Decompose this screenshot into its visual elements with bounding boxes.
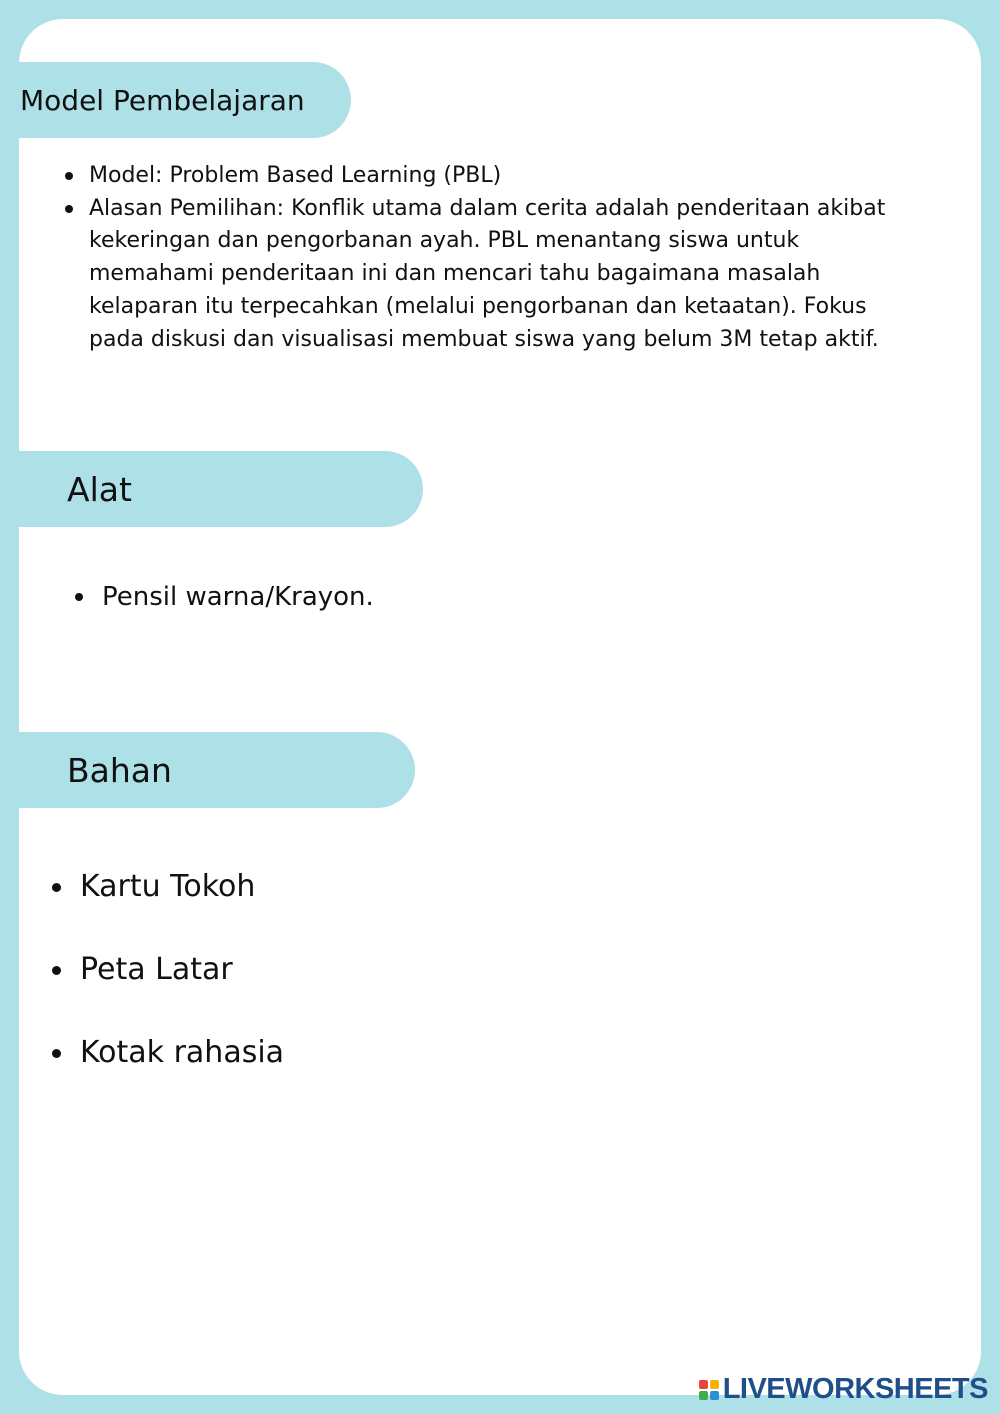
section-header-alat — [19, 451, 423, 527]
alat-list — [102, 579, 802, 615]
list-item: Kartu Tokoh — [80, 867, 780, 907]
section-title-model: Model Pembelajaran — [20, 83, 305, 117]
section-header-bahan — [19, 732, 415, 808]
list-item: Model: Problem Based Learning (PBL) — [89, 160, 889, 193]
logo-square-green — [699, 1391, 708, 1400]
list-item: Alasan Pemilihan: Konflik utama dalam cerita adalah penderitaan akibat kekeringan dan pengorbanan ayah. PBL menantang siswa untuk memahami penderitaan ini dan mencari tahu bagaimana masalah kelaparan itu terpecahkan (melalui pengorbanan dan ketaatan). Fokus pada diskusi dan visualisasi membuat siswa yang belum 3M tetap aktif. — [89, 193, 889, 357]
list-item: Kotak rahasia — [80, 1033, 780, 1073]
logo-square-blue — [710, 1391, 719, 1400]
liveworksheets-brand — [699, 1373, 988, 1406]
list-item: Pensil warna/Krayon. — [102, 579, 802, 615]
brand-text: LIVEWORKSHEETS — [722, 1373, 988, 1405]
list-item: Peta Latar — [80, 950, 780, 990]
bahan-list — [80, 867, 780, 1116]
section-title-alat: Alat — [67, 469, 132, 509]
logo-square-yellow — [710, 1380, 719, 1389]
section-header-model — [19, 62, 351, 138]
section-title-bahan: Bahan — [67, 750, 172, 790]
logo-square-red — [699, 1380, 708, 1389]
liveworksheets-logo-icon — [699, 1380, 719, 1400]
model-list — [89, 160, 889, 356]
